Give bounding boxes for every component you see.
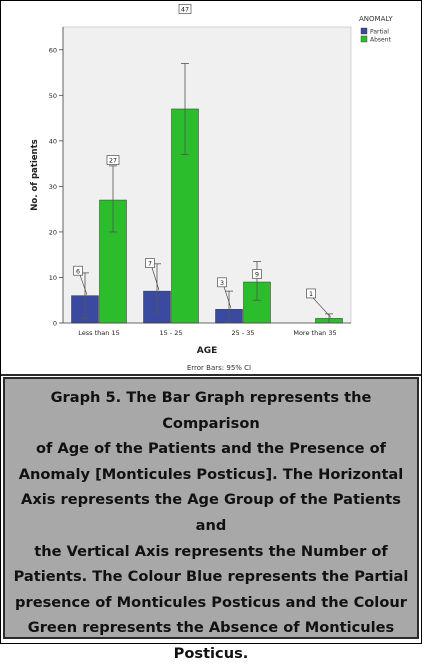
y-tick-label: 10 [48,273,57,282]
legend-swatch-absent [361,36,367,42]
figure-caption [5,379,417,667]
y-tick-label: 40 [48,137,57,146]
y-tick-label: 50 [48,91,57,100]
legend-label-absent: Absent [370,36,391,44]
chart-footnote: Error Bars: 95% CI [186,364,252,372]
y-tick-label: 0 [52,319,57,328]
legend-title: ANOMALY [359,15,393,23]
data-label: 9 [254,271,260,279]
x-axis-label: AGE [196,346,218,356]
caption-line: the Vertical Axis represents the Number of [34,542,388,560]
caption-line: presence of Monticules Posticus and the Colour [15,593,407,611]
chart-panel [3,3,419,375]
legend-swatch-partial [361,28,367,34]
legend-label-partial: Partial [370,28,389,36]
y-tick-label: 60 [48,46,57,55]
x-tick-label: 15 - 25 [159,329,183,337]
x-tick-label: Less than 15 [78,329,120,337]
y-axis-label: No. of patients [30,139,40,211]
y-tick-label: 20 [48,228,57,237]
caption-line: Anomaly [Monticules Posticus]. The Horizontal [18,465,404,483]
data-label: 7 [147,260,153,268]
caption-line: of Age of the Patients and the Presence of [35,440,386,458]
bar-chart [3,3,419,373]
data-label: 3 [219,279,225,287]
caption-line: Posticus. [173,644,249,662]
caption-line: Graph 5. The Bar Graph represents the Comparison [50,389,372,432]
data-label: 1 [308,291,314,299]
caption-line: Axis represents the Age Group of the Patients and [21,491,401,534]
x-tick-label: 25 - 35 [231,329,255,337]
data-label: 6 [75,268,81,276]
caption-line: Patients. The Colour Blue represents the Partial [13,568,409,586]
data-label: 47 [180,6,190,14]
x-tick-label: More than 35 [293,329,337,337]
divider [1,374,421,376]
y-tick-label: 30 [48,182,57,191]
caption-line: Green represents the Absence of Monticules [27,619,395,637]
data-label: 27 [108,157,118,165]
caption-panel [3,377,419,662]
